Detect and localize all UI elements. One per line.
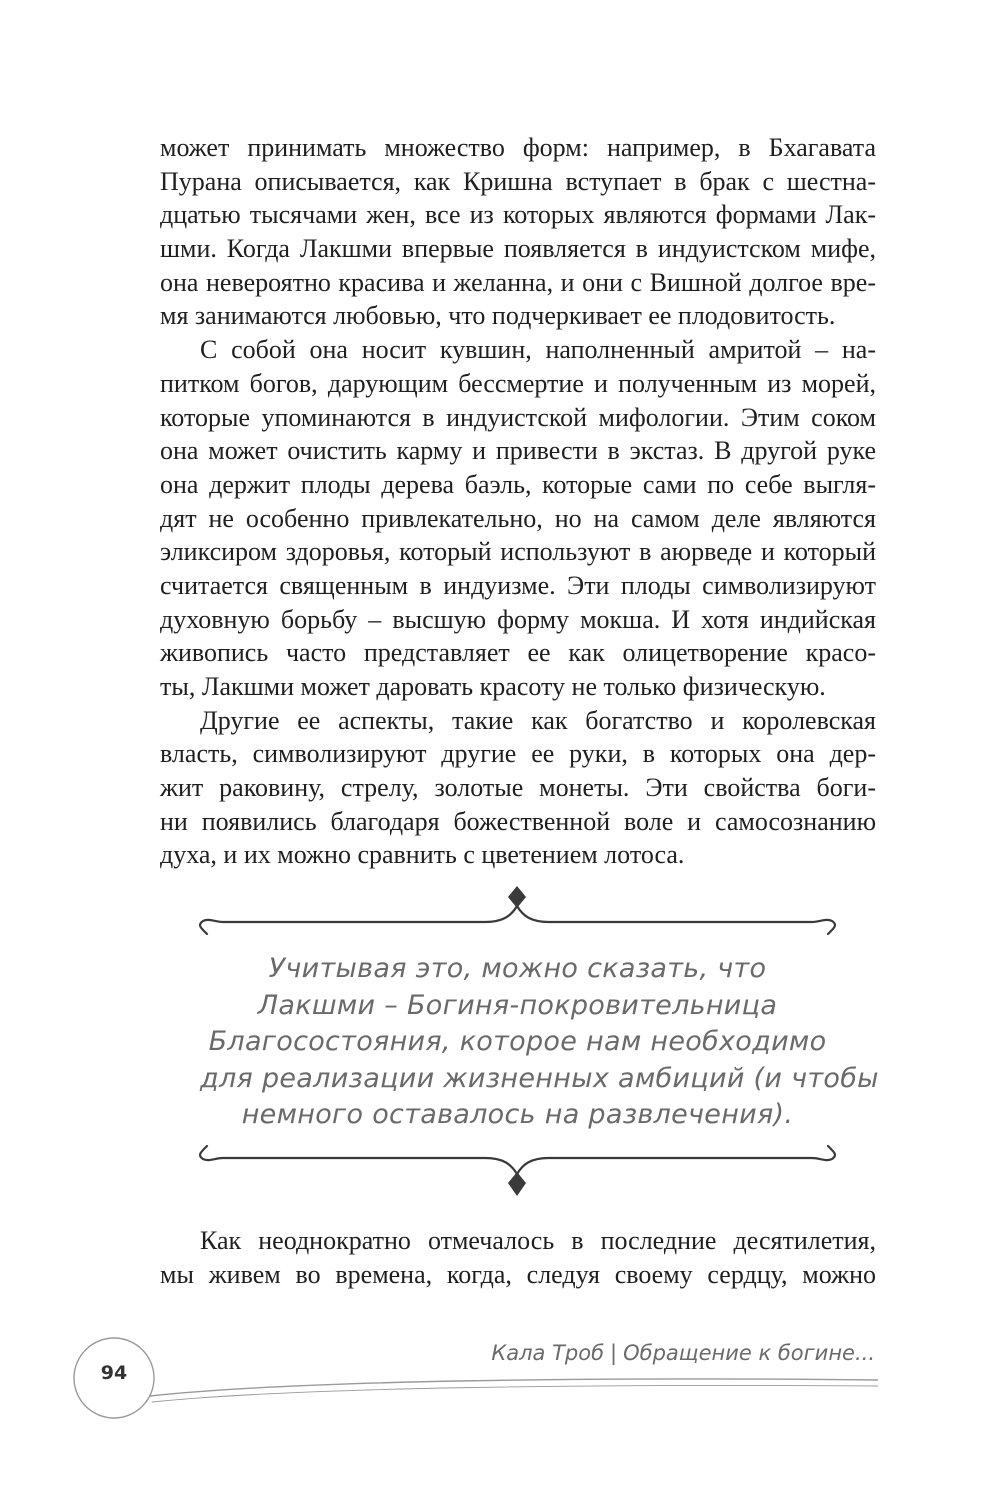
text-line: которые упоминаются в индуистской мифологии. Этим соком (160, 402, 876, 432)
running-head-author: Кала Троб (491, 1341, 605, 1365)
paragraph-3 (160, 704, 876, 872)
quote-line: Лакшми – Богиня-покровительница (257, 989, 778, 1021)
text-line: она может очистить карму и привести в экстаз. В другой руке (160, 436, 876, 466)
paragraph-1 (160, 131, 876, 333)
text-line: шми. Когда Лакшми впервые появляется в индуистском мифе, (160, 234, 876, 264)
quote-line: Учитывая это, можно сказать, что (268, 953, 767, 984)
text-line: ты, Лакшми может даровать красоту не только физическую. (160, 672, 826, 701)
text-line: считается священным в индуизме. Эти плоды символизируют (160, 570, 876, 600)
paragraph-2 (160, 333, 876, 704)
running-head (491, 1341, 875, 1365)
text-line: власть, символизируют другие ее руки, в которых она дер- (160, 739, 876, 769)
main-text-top (160, 131, 876, 872)
text-line: дцатью тысячами жен, все из которых являются формами Лак- (160, 200, 876, 230)
text-line: Пурана описывается, как Кришна вступает в брак с шестна- (160, 166, 876, 196)
text-line: эликсиром здоровья, который используют в аюрведе и который (160, 537, 876, 567)
text-line: ни появились благодаря божественной воле и самосознанию (160, 806, 876, 836)
text-line: мя занимаются любовью, что подчеркивает ее плодовитость. (160, 301, 836, 331)
text-line: мы живем во времена, когда, следуя своему сердцу, можно (160, 1259, 876, 1289)
pull-quote (200, 951, 879, 1134)
text-line: духа, и их можно сравнить с цветением лотоса. (160, 840, 685, 870)
text-line: духовную борьбу – высшую форму мокша. И хотя индийская (160, 604, 876, 634)
text-line: она невероятно красива и желанна, и они с Вишной долгое вре- (160, 267, 876, 297)
paragraph-4 (160, 1224, 876, 1291)
running-head-separator: | (610, 1341, 618, 1365)
quote-line: Благосостояния, которое нам необходимо (208, 1026, 827, 1057)
text-line: С собой она носит кувшин, наполненный амритой – на- (200, 335, 876, 365)
text-line: Другие ее аспекты, такие как богатство и королевская (200, 705, 876, 735)
text-line: Как неоднократно отмечалось в последние десятилетия, (200, 1226, 876, 1255)
text-line: жит раковину, стрелу, золотые монеты. Эти свойства боги- (160, 773, 876, 803)
text-line: живопись часто представляет ее как олицетворение красо- (160, 638, 876, 668)
running-head-title: Обращение к богине... (623, 1341, 875, 1365)
text-line: питком богов, дарующим бессмертие и полученным из морей, (160, 368, 876, 398)
text-line: дят не особенно привлекательно, но на самом деле являются (160, 503, 876, 533)
text-line: она держит плоды дерева баэль, которые сами по себе выгля- (160, 469, 876, 499)
page-number: 94 (100, 1362, 128, 1384)
quote-line: немного оставалось на развлечения). (241, 1099, 794, 1130)
main-text-bottom (160, 1224, 876, 1291)
quote-line: для реализации жизненных амбиций (и чтобы (200, 1062, 879, 1094)
text-line: может принимать множество форм: например, в Бхагавата (160, 133, 876, 162)
